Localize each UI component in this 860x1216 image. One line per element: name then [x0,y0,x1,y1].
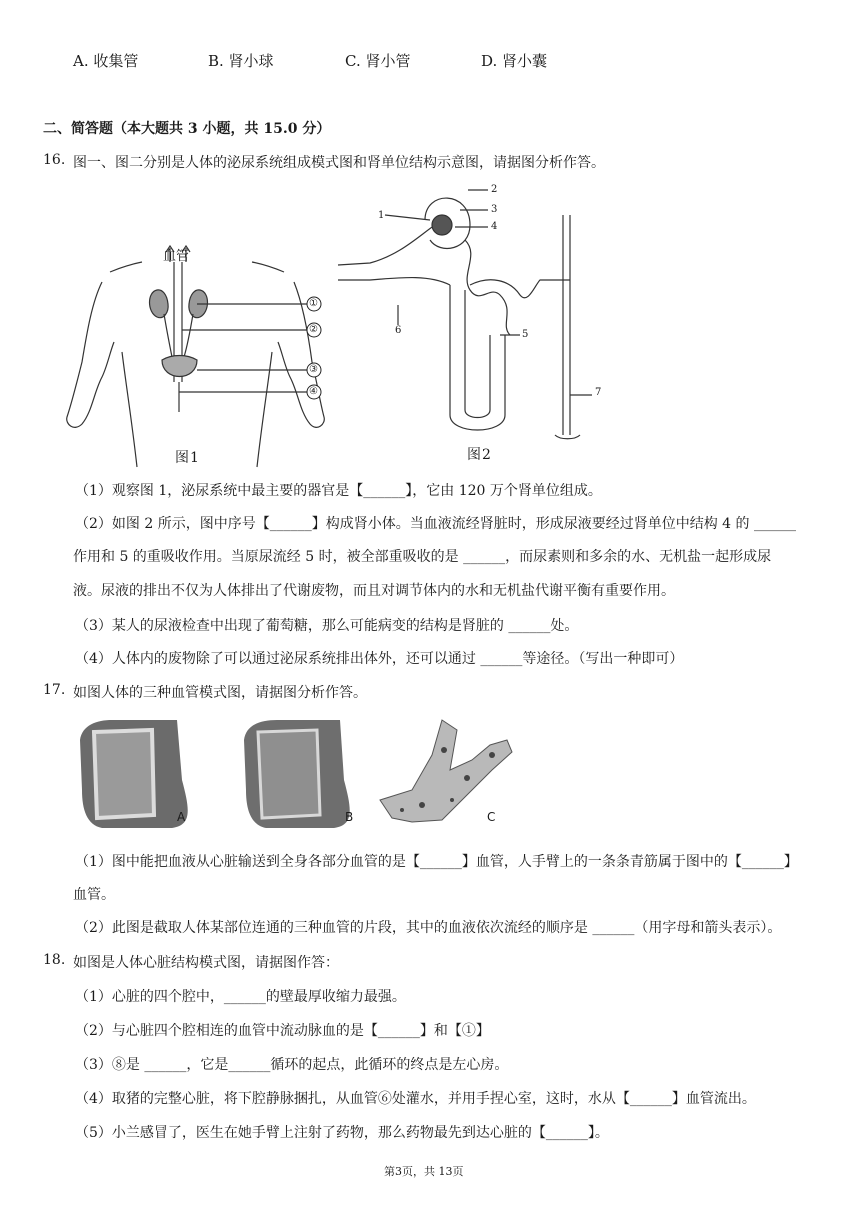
q16-stem: 图一、图二分别是人体的泌尿系统组成模式图和肾单位结构示意图，请据图分析作答。 [73,155,605,171]
vessel-label-c: C [487,810,496,824]
fig1-caption: 图1 [175,450,200,466]
fig2-marker-5: 5 [522,329,529,340]
q18-stem: 如图是人体心脏结构模式图，请据图作答： [73,955,339,971]
q16-line-1: （1）观察图 1，泌尿系统中最主要的器官是【______】，它由 120 万个肾单位组成。 [75,483,602,499]
q16-number: 16. [43,152,66,168]
section-title: 二、简答题（本大题共 3 小题，共 15.0 分） [43,121,331,137]
fig2-marker-1: 1 [378,210,385,221]
q17-line-1: （1）图中能把血液从心脏输送到全身各部分血管的是【______】血管，人手臂上的一条条青筋属于图中的【______】 [75,854,798,870]
q16-line-3: 作用和 5 的重吸收作用。当原尿流经 5 时，被全部重吸收的是 ______，而尿素则和多余的水、无机盐一起形成尿 [73,549,772,565]
fig2-caption: 图2 [467,447,492,463]
option-c: C. 肾小管 [345,52,411,70]
vessel-label-b: B [345,810,354,824]
q18-line-2: （2）与心脏四个腔相连的血管中流动脉血的是【______】和【①】 [75,1023,490,1039]
q18-number: 18. [43,952,66,968]
q17-number: 17. [43,682,66,698]
fig1-vessel-label: 血管 [163,249,190,264]
q16-line-2: （2）如图 2 所示，图中序号【______】构成肾小体。当血液流经肾脏时，形成尿液要经过肾单位中结构 4 的 ______ [75,516,796,532]
fig2-marker-6: 6 [395,325,402,336]
fig2-marker-2: 2 [491,184,498,195]
fig1-marker-3: ③ [309,364,318,375]
fig1-marker-1: ① [309,298,318,309]
figure-urinary-system [62,242,332,472]
q18-line-4: （4）取猪的完整心脏，将下腔静脉捆扎，从血管⑥处灌水，并用手捏心室，这时，水从【______】血管流出。 [75,1091,756,1107]
fig1-marker-4: ④ [309,386,318,397]
q17-stem: 如图人体的三种血管模式图，请据图分析作答。 [73,685,367,701]
fig2-marker-7: 7 [595,387,602,398]
fig2-marker-3: 3 [491,204,498,215]
q16-line-4: 液。尿液的排出不仅为人体排出了代谢废物，而且对调节体内的水和无机盐代谢平衡有重要作用。 [73,583,675,599]
q18-line-5: （5）小兰感冒了，医生在她手臂上注射了药物，那么药物最先到达心脏的【______】。 [75,1125,609,1141]
fig2-marker-4: 4 [491,221,498,232]
q16-line-5: （3）某人的尿液检查中出现了葡萄糖，那么可能病变的结构是肾脏的 ______处。 [75,618,579,634]
option-b: B. 肾小球 [208,52,274,70]
option-d: D. 肾小囊 [481,52,548,70]
figure-blood-vessels [72,710,542,840]
q16-line-6: （4）人体内的废物除了可以通过泌尿系统排出体外，还可以通过 ______等途径。（写出一种即可） [75,651,684,667]
q17-line-2: 血管。 [73,887,115,903]
option-a: A. 收集管 [73,52,139,70]
vessel-label-a: A [177,810,186,824]
q18-line-1: （1）心脏的四个腔中，______的壁最厚收缩力最强。 [75,989,406,1005]
page-footer: 第3页，共 13页 [384,1165,464,1178]
q18-line-3: （3）⑧是 ______，它是______循环的起点，此循环的终点是左心房。 [75,1057,509,1073]
q17-line-3: （2）此图是截取人体某部位连通的三种血管的片段，其中的血液依次流经的顺序是 ______（用字母和箭头表示）。 [75,920,782,936]
fig1-marker-2: ② [309,324,318,335]
figure-nephron [330,185,610,445]
